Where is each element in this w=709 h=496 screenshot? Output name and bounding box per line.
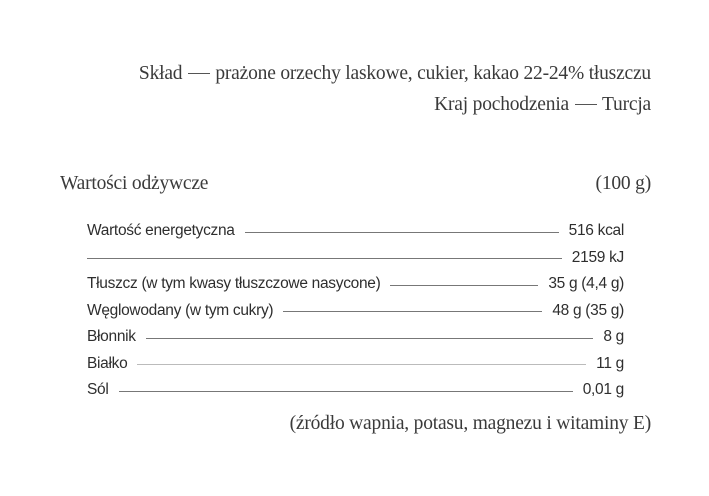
row-label: Sól: [87, 381, 109, 399]
leader-line: [146, 338, 594, 339]
row-value: 8 g: [603, 328, 624, 346]
origin-label: Kraj pochodzenia: [434, 94, 569, 115]
row-label: Błonnik: [87, 328, 136, 346]
nutrition-row-carbs: [87, 298, 624, 325]
leader-line: [390, 285, 538, 286]
row-value: 48 g (35 g): [552, 301, 624, 319]
origin-value: Turcja: [602, 94, 651, 115]
row-label: Wartość energetyczna: [87, 222, 235, 240]
row-value: 2159 kJ: [571, 248, 624, 266]
nutrition-footnote: (źródło wapnia, potasu, magnezu i witaminy E): [289, 413, 651, 434]
row-value: 11 g: [596, 354, 624, 372]
nutrition-row-salt: [87, 377, 624, 404]
nutrition-row-protein: [87, 351, 624, 378]
nutrition-row-fat: [87, 271, 624, 298]
product-info: [139, 58, 651, 120]
leader-line: [87, 258, 562, 259]
leader-line: [245, 232, 559, 233]
nutrition-row-fiber: [87, 324, 624, 351]
row-label: Węglowodany (w tym cukry): [87, 301, 274, 319]
composition-value: prażone orzechy laskowe, cukier, kakao 22-24% tłuszczu: [215, 63, 651, 84]
origin-line: [139, 89, 651, 120]
row-value: 516 kcal: [568, 222, 624, 240]
nutrition-row-energy-kcal: [87, 218, 624, 245]
row-label: Białko: [87, 354, 128, 372]
nutrition-row-energy-kj: [87, 245, 624, 272]
leader-line: [137, 364, 586, 365]
composition-label: Skład: [138, 63, 183, 84]
nutrition-header: [60, 173, 651, 195]
nutrition-title: Wartości odżywcze: [60, 173, 209, 194]
leader-line: [119, 391, 573, 392]
dash-divider: [575, 104, 597, 105]
nutrition-table: [87, 218, 624, 404]
leader-line: [283, 311, 542, 312]
composition-line: [139, 58, 651, 89]
dash-divider: [188, 73, 210, 74]
row-value: 0,01 g: [582, 381, 624, 399]
row-value: 35 g (4,4 g): [548, 275, 624, 293]
nutrition-per: (100 g): [595, 173, 651, 194]
row-label: Tłuszcz (w tym kwasy tłuszczowe nasycone): [87, 275, 381, 293]
